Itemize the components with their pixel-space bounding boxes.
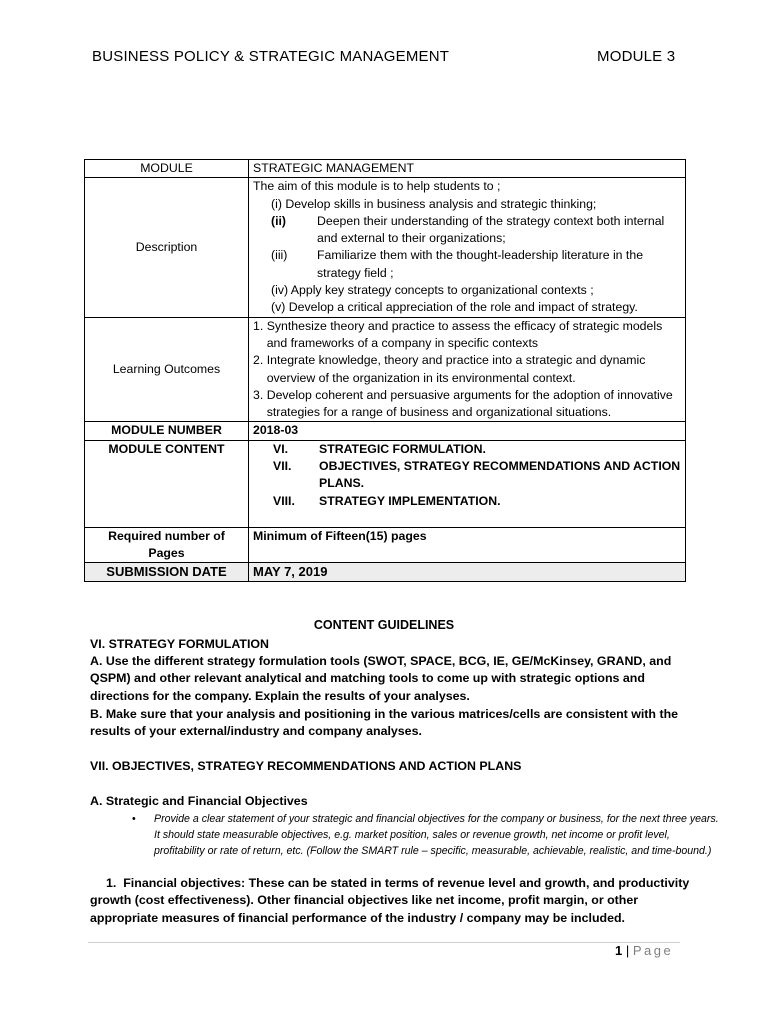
table-row (85, 317, 686, 422)
list-item: 3. Develop coherent and persuasive arguments for the adoption of innovative strategies for a range of business and organizational situations. (253, 387, 673, 420)
paragraph: A. Use the different strategy formulation tools (SWOT, SPACE, BCG, IE, GE/McKinsey, GRAND, and QSPM) and other relevant analytical and matching tools to come up with strategic options and directions for the company. Explain the results of your analyses. (90, 654, 672, 703)
page-number: 1 (615, 943, 623, 958)
bullet-icon: • (132, 813, 136, 825)
page-label: Page (632, 943, 674, 958)
page-separator: | (622, 943, 633, 958)
list-item: (v) Develop a critical appreciation of the role and impact of strategy. (271, 300, 638, 315)
learning-outcomes-cell (249, 317, 686, 422)
running-header-title: BUSINESS POLICY & STRATEGIC MANAGEMENT (92, 48, 450, 65)
list-item: VII. OBJECTIVES, STRATEGY RECOMMENDATIONS AND ACTION PLANS. (273, 459, 681, 491)
list-item: VIII. STRATEGY IMPLEMENTATION. (273, 493, 501, 508)
module-content-cell (249, 440, 686, 527)
table-row (85, 563, 686, 581)
list-item: 1. Synthesize theory and practice to assess the efficacy of strategic models and frameworks of a company in specific contexts (253, 318, 663, 350)
paragraph: B. Make sure that your analysis and positioning in the various matrices/cells are consistent with the results of your external/industry and company analyses. (90, 707, 679, 739)
section-heading: VI. STRATEGY FORMULATION (90, 637, 269, 651)
required-pages-value: Minimum of Fifteen(15) pages (249, 527, 686, 563)
subsection-heading: A. Strategic and Financial Objectives (90, 794, 308, 808)
module-number-value: 2018-03 (249, 422, 686, 440)
description-cell (249, 178, 686, 317)
list-item: • Provide a clear statement of your strategic and financial objectives for the company or business, for the next three years. It should state measurable objectives, e.g. market position, sales or revenue growth, net income or profit level, profitability or rate of return, etc. (Follow the SMART rule – specific, measurable, achievable, realistic, and time-bound.) (132, 812, 722, 859)
description-label: Description (85, 178, 249, 317)
list-item: (iv) Apply key strategy concepts to organizational contexts ; (271, 283, 594, 298)
table-row (85, 527, 686, 563)
submission-date-label: SUBMISSION DATE (85, 563, 249, 581)
content-guidelines-title: CONTENT GUIDELINES (313, 618, 455, 632)
list-item: (ii) Deepen their understanding of the strategy context both internal and external to their organizations; (271, 213, 665, 246)
list-item: (i) Develop skills in business analysis and strategic thinking; (271, 196, 597, 211)
list-item: 2. Integrate knowledge, theory and practice into a strategic and dynamic overview of the organization in its environmental context. (253, 353, 646, 385)
module-value: STRATEGIC MANAGEMENT (249, 160, 686, 178)
list-item: (iii) Familiarize them with the thought-leadership literature in the strategy field ; (271, 248, 644, 280)
module-number-label: MODULE NUMBER (85, 422, 249, 440)
description-list (253, 196, 681, 317)
table-row (85, 178, 686, 317)
module-info-table (84, 159, 686, 582)
module-content-label: MODULE CONTENT (85, 440, 249, 527)
table-row (85, 160, 686, 178)
module-label: MODULE (85, 160, 249, 178)
submission-date-value: MAY 7, 2019 (249, 563, 686, 581)
running-header-module: MODULE 3 (597, 48, 676, 65)
paragraph: 1. Financial objectives: These can be stated in terms of revenue level and growth, and productivity growth (cost effectiveness). Other financial objectives like net income, profit margin, or other appropriate measures of financial performance of the industry / company may be included. (90, 876, 690, 925)
table-row (85, 440, 686, 527)
required-pages-label: Required number of Pages (85, 527, 249, 563)
description-intro: The aim of this module is to help students to ; (253, 179, 501, 194)
page-footer (615, 943, 673, 958)
learning-outcomes-label: Learning Outcomes (85, 317, 249, 422)
table-row (85, 422, 686, 440)
footer-divider (88, 942, 680, 943)
list-item: VI. STRATEGIC FORMULATION. (273, 441, 486, 456)
section-heading: VII. OBJECTIVES, STRATEGY RECOMMENDATIONS AND ACTION PLANS (90, 759, 522, 773)
